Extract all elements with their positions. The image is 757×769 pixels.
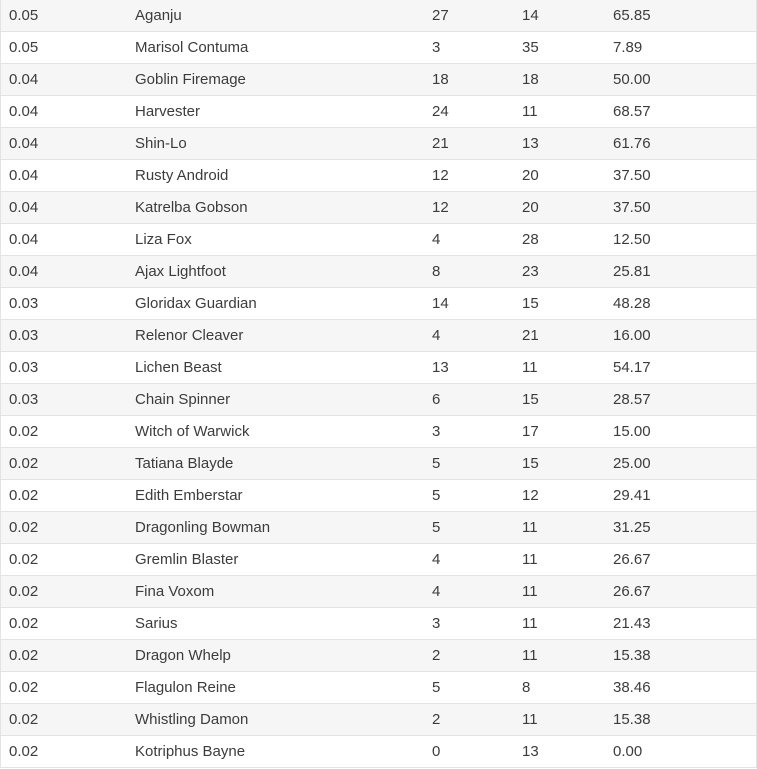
percent-cell: 16.00 xyxy=(613,327,651,344)
rate-cell: 0.04 xyxy=(9,71,39,88)
name-cell: Liza Fox xyxy=(135,231,192,248)
rate-cell: 0.04 xyxy=(9,135,39,152)
percent-cell: 48.28 xyxy=(613,295,651,312)
wins-cell: 12 xyxy=(432,167,449,184)
table-row xyxy=(1,576,756,608)
wins-cell: 2 xyxy=(432,647,441,664)
name-cell: Dragon Whelp xyxy=(135,647,231,664)
losses-cell: 14 xyxy=(522,6,539,24)
name-cell: Sarius xyxy=(135,615,178,632)
table-row xyxy=(1,288,756,320)
wins-cell: 3 xyxy=(432,615,441,632)
losses-cell: 11 xyxy=(522,583,538,600)
rate-cell: 0.02 xyxy=(9,679,39,696)
rate-cell: 0.02 xyxy=(9,455,39,472)
name-cell: Fina Voxom xyxy=(135,583,215,600)
name-cell: Tatiana Blayde xyxy=(135,455,234,472)
rate-cell: 0.03 xyxy=(9,359,39,376)
losses-cell: 21 xyxy=(522,327,539,344)
rate-cell: 0.02 xyxy=(9,615,39,632)
table-row xyxy=(1,0,756,32)
wins-cell: 5 xyxy=(432,455,441,472)
table-row xyxy=(1,448,756,480)
losses-cell: 15 xyxy=(522,391,539,408)
wins-cell: 24 xyxy=(432,103,449,120)
rate-cell: 0.04 xyxy=(9,263,39,280)
wins-cell: 5 xyxy=(432,487,441,504)
percent-cell: 31.25 xyxy=(613,519,651,536)
table-row xyxy=(1,512,756,544)
percent-cell: 38.46 xyxy=(613,679,651,696)
rate-cell: 0.04 xyxy=(9,199,39,216)
name-cell: Shin-Lo xyxy=(135,135,187,152)
percent-cell: 37.50 xyxy=(613,199,651,216)
percent-cell: 68.57 xyxy=(613,103,651,120)
name-cell: Lichen Beast xyxy=(135,359,222,376)
losses-cell: 8 xyxy=(522,679,531,696)
wins-cell: 4 xyxy=(432,231,441,248)
table-row xyxy=(1,160,756,192)
name-cell: Kotriphus Bayne xyxy=(135,743,246,760)
rate-cell: 0.02 xyxy=(9,711,39,728)
wins-cell: 21 xyxy=(432,135,449,152)
percent-cell: 65.85 xyxy=(613,6,651,24)
wins-cell: 6 xyxy=(432,391,441,408)
wins-cell: 13 xyxy=(432,359,449,376)
percent-cell: 15.00 xyxy=(613,423,651,440)
name-cell: Dragonling Bowman xyxy=(135,519,271,536)
wins-cell: 2 xyxy=(432,711,441,728)
name-cell: Rusty Android xyxy=(135,167,229,184)
rate-cell: 0.03 xyxy=(9,327,39,344)
losses-cell: 11 xyxy=(522,647,538,664)
percent-cell: 29.41 xyxy=(613,487,651,504)
losses-cell: 13 xyxy=(522,743,539,760)
percent-cell: 54.17 xyxy=(613,359,651,376)
rate-cell: 0.03 xyxy=(9,295,39,312)
percent-cell: 7.89 xyxy=(613,39,643,56)
table-row xyxy=(1,320,756,352)
rate-cell: 0.02 xyxy=(9,647,39,664)
table-row xyxy=(1,64,756,96)
losses-cell: 20 xyxy=(522,199,539,216)
name-cell: Relenor Cleaver xyxy=(135,327,244,344)
name-cell: Chain Spinner xyxy=(135,391,231,408)
wins-cell: 4 xyxy=(432,551,441,568)
table-row xyxy=(1,480,756,512)
table-row xyxy=(1,384,756,416)
table-row xyxy=(1,32,756,64)
percent-cell: 50.00 xyxy=(613,71,651,88)
wins-cell: 5 xyxy=(432,679,441,696)
losses-cell: 11 xyxy=(522,103,538,120)
table-row xyxy=(1,224,756,256)
percent-cell: 61.76 xyxy=(613,135,651,152)
table-row xyxy=(1,736,756,768)
percent-cell: 26.67 xyxy=(613,583,651,600)
percent-cell: 15.38 xyxy=(613,711,651,728)
table-row xyxy=(1,704,756,736)
percent-cell: 0.00 xyxy=(613,743,643,760)
percent-cell: 25.81 xyxy=(613,263,651,280)
table-row xyxy=(1,608,756,640)
percent-cell: 26.67 xyxy=(613,551,651,568)
losses-cell: 20 xyxy=(522,167,539,184)
table-row xyxy=(1,128,756,160)
table-row xyxy=(1,352,756,384)
losses-cell: 11 xyxy=(522,519,538,536)
percent-cell: 15.38 xyxy=(613,647,651,664)
rate-cell: 0.02 xyxy=(9,423,39,440)
percent-cell: 21.43 xyxy=(613,615,651,632)
name-cell: Edith Emberstar xyxy=(135,487,243,504)
losses-cell: 35 xyxy=(522,39,539,56)
losses-cell: 28 xyxy=(522,231,539,248)
wins-cell: 12 xyxy=(432,199,449,216)
rate-cell: 0.02 xyxy=(9,519,39,536)
wins-cell: 18 xyxy=(432,71,449,88)
losses-cell: 12 xyxy=(522,487,539,504)
table-row xyxy=(1,544,756,576)
name-cell: Gloridax Guardian xyxy=(135,295,257,312)
percent-cell: 37.50 xyxy=(613,167,651,184)
losses-cell: 15 xyxy=(522,295,539,312)
wins-cell: 4 xyxy=(432,327,441,344)
name-cell: Goblin Firemage xyxy=(135,71,246,88)
losses-cell: 13 xyxy=(522,135,539,152)
name-cell: Ajax Lightfoot xyxy=(135,263,226,280)
rate-cell: 0.04 xyxy=(9,167,39,184)
wins-cell: 5 xyxy=(432,519,441,536)
rate-cell: 0.02 xyxy=(9,583,39,600)
name-cell: Katrelba Gobson xyxy=(135,199,248,216)
wins-cell: 0 xyxy=(432,743,441,760)
losses-cell: 23 xyxy=(522,263,539,280)
table-row xyxy=(1,96,756,128)
wins-cell: 3 xyxy=(432,423,441,440)
name-cell: Marisol Contuma xyxy=(135,39,249,56)
losses-cell: 11 xyxy=(522,551,538,568)
rate-cell: 0.05 xyxy=(9,6,39,24)
percent-cell: 25.00 xyxy=(613,455,651,472)
table-row xyxy=(1,416,756,448)
losses-cell: 11 xyxy=(522,615,538,632)
name-cell: Whistling Damon xyxy=(135,711,249,728)
name-cell: Harvester xyxy=(135,103,201,120)
losses-cell: 11 xyxy=(522,359,538,376)
wins-cell: 4 xyxy=(432,583,441,600)
losses-cell: 11 xyxy=(522,711,538,728)
wins-cell: 8 xyxy=(432,263,441,280)
losses-cell: 18 xyxy=(522,71,539,88)
name-cell: Flagulon Reine xyxy=(135,679,236,696)
rate-cell: 0.02 xyxy=(9,743,39,760)
losses-cell: 17 xyxy=(522,423,539,440)
percent-cell: 28.57 xyxy=(613,391,651,408)
rate-cell: 0.02 xyxy=(9,487,39,504)
rate-cell: 0.02 xyxy=(9,551,39,568)
name-cell: Gremlin Blaster xyxy=(135,551,239,568)
rate-cell: 0.03 xyxy=(9,391,39,408)
table-row xyxy=(1,672,756,704)
wins-cell: 3 xyxy=(432,39,441,56)
name-cell: Aganju xyxy=(135,6,182,24)
table-row xyxy=(1,640,756,672)
losses-cell: 15 xyxy=(522,455,539,472)
rate-cell: 0.04 xyxy=(9,231,39,248)
rate-cell: 0.04 xyxy=(9,103,39,120)
percent-cell: 12.50 xyxy=(613,231,651,248)
table-row xyxy=(1,256,756,288)
name-cell: Witch of Warwick xyxy=(135,423,250,440)
wins-cell: 14 xyxy=(432,295,449,312)
table-row xyxy=(1,192,756,224)
rate-cell: 0.05 xyxy=(9,39,39,56)
wins-cell: 27 xyxy=(432,6,449,24)
